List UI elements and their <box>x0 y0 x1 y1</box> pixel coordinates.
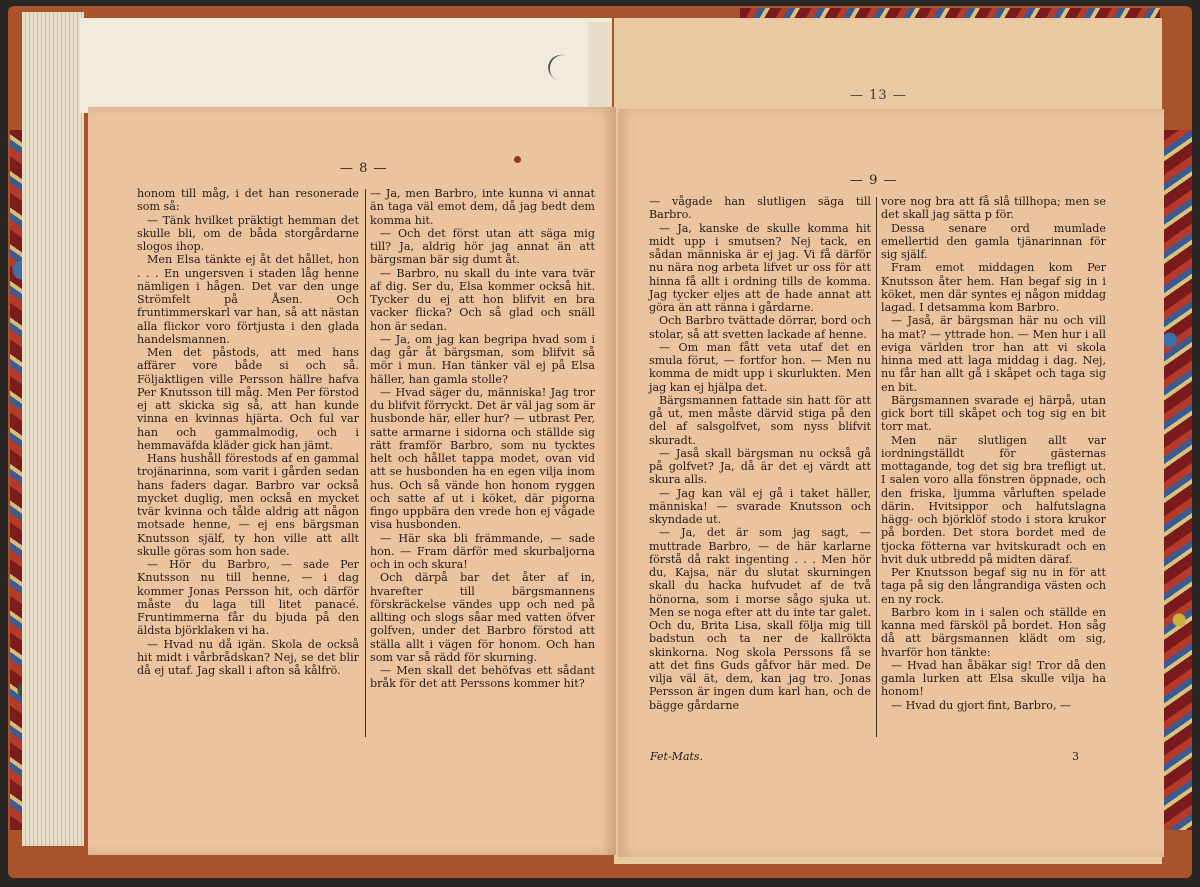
paragraph: — Ja, om jag kan begripa hvad som i dag går åt bärgsman, som blifvit så mör i mun. Han tänker väl ej på Elsa häller, han gamla stolle? <box>370 332 595 386</box>
text-column-2 <box>370 187 595 691</box>
paragraph: — Tänk hvilket präktigt hemman det skulle bli, om de båda storgårdarne slogos ihop. <box>137 213 359 253</box>
paragraph: Per Knutsson begaf sig nu in för att taga på sig den långrandiga västen och en ny rock. <box>881 566 1106 606</box>
text-column-2 <box>881 195 1106 712</box>
paragraph: Bärgsmannen fattade sin hatt för att gå ut, men måste därvid stiga på den del af salsgolfvet, som nyss blifvit skuradt. <box>649 393 871 447</box>
paragraph: Dessa senare ord mumlade emellertid den gamla tjänarinnan för sig själf. <box>881 221 1106 261</box>
paragraph: Men Elsa tänkte ej åt det hållet, hon . . . En ungersven i staden låg henne nämligen i hågen. Det var den unge Strömfelt på Åsen. Och fruntimmerskarl var han, så att nästan alla flickor voro förtjusta i den glada handelsmannen. <box>137 253 359 346</box>
underlying-page-number: — 13 — <box>850 88 907 103</box>
paragraph: Bärgsmannen svarade ej härpå, utan gick bort till skåpet och tog sig en bit torr mat. <box>881 393 1106 434</box>
paragraph: Men när slutligen allt var iordningställdt för gästernas mottagande, tog det sig bra trefligt ut. I salen voro alla fönstren öppnade, och den friska, ljumma vårluften spelade därin. Hvitsippor och halfutslagna hägg- och björklöf stodo i stora krukor på borden. Det stora bordet med de tjocka fötterna var hvitskuradt och en hvit duk utbredd på midten däraf. <box>881 433 1106 566</box>
page-number-left: — 8 — <box>340 161 388 176</box>
paragraph: — Jaså skall bärgsman nu också gå på golfvet? Ja, då är det ej värdt att skura alls. <box>649 446 871 487</box>
column-divider <box>876 197 877 737</box>
page-right <box>618 109 1164 857</box>
paragraph: Och därpå bar det åter af in, hvarefter till bärgsmannens förskräckelse vändes upp och ned på allting och slogs såar med vatten öfver golfven, under det Barbro förstod att ställa allt i vägen för honom. Och han som var så rädd för skurning. <box>370 571 595 664</box>
paragraph: — Barbro, nu skall du inte vara tvär af dig. Ser du, Elsa kommer också hit. Tycker du ej att hon blifvit en bra vacker flicka? Och så glad och snäll hon är sedan. <box>370 266 595 333</box>
paragraph: — Ja, kanske de skulle komma hit midt upp i smutsen? Nej tack, en sådan människa är ej jag. Vi få därför nu nära nog arbeta lifvet ur oss för att hinna få allt i ordning tills de komma. Jag tycker eljes att de hade annat att göra än att ränna i gårdarne. <box>649 221 871 314</box>
footer-title: Fet-Mats. <box>650 750 704 763</box>
column-divider <box>365 189 366 737</box>
paragraph: — Hvad säger du, människa! Jag tror du blifvit förryckt. Det är väl jag som är husbonde här, eller hur? — utbrast Per, satte armarne i sidorna och ställde sig rätt framför Barbro, som nu tycktes helt och hållet tappa modet, ovan vid att se husbonden ha en egen vilja inom hus. Och så vände hon honom ryggen och satte af ut i köket, där pigorna fingo uppbära den vrede hon ej vågade visa husbonden. <box>370 385 595 532</box>
underlying-page-left <box>80 18 612 113</box>
paragraph: — vågade han slutligen säga till Barbro. <box>649 195 871 222</box>
marbled-endpaper-right <box>1160 130 1192 830</box>
paragraph: Hans hushåll förestods af en gammal trojänarinna, som varit i gården sedan hans faders dagar. Barbro var också mycket duglig, men också en mycket tvär kvinna och tålde aldrig att någon motsade henne, — ej ens bärgsman Knutsson själf, ty hon ville att allt skulle göras som hon sade. <box>137 452 359 558</box>
paragraph: Fram emot middagen kom Per Knutsson åter hem. Han begaf sig in i köket, men där syntes ej någon middag lagad. I detsamma kom Barbro. <box>881 261 1106 314</box>
paragraph: — Om man fått veta utaf det en smula förut, — fortfor hon. — Men nu komma de midt upp i skurlukten. Men jag kan ej hjälpa det. <box>649 340 871 394</box>
page-number-right: — 9 — <box>850 173 898 188</box>
paragraph: — Hör du Barbro, — sade Per Knutsson nu till henne, — i dag kommer Jonas Persson hit, och därför måste du laga till litet panacé. Fruntimmerna får du bjuda på den äldsta björklaken vi ha. <box>137 558 359 638</box>
paragraph: — Ja, men Barbro, inte kunna vi annat än taga väl emot dem, då jag bedt dem komma hit. <box>370 187 595 227</box>
paragraph: — Men skall det behöfvas ett sådant bråk för det att Perssons kommer hit? <box>370 664 595 691</box>
paragraph: Barbro kom in i salen och ställde en kanna med färsköl på bordet. Hon såg då att bärgsmannen klädt om sig, hvarför hon tänkte: <box>881 605 1106 659</box>
paragraph: — Hvad nu då igän. Skola de också hit midt i vårbrådskan? Nej, se det blir då ej utaf. Jag skall i afton så kålfrö. <box>137 637 359 677</box>
paragraph: — Jag kan väl ej gå i taket häller, människa! — svarade Knutsson och skyndade ut. <box>649 486 871 526</box>
paragraph: Men det påstods, att med hans affärer vore både si och så. Följaktligen ville Persson hällre hafva Per Knutsson till måg. Men Per förstod ej att skicka sig så, att han kunde vinna en kvinnas hjärta. Och ful var han och gammalmodig, och i hemmaväfda kläder gick han jämt. <box>137 346 359 452</box>
page-left <box>88 107 616 855</box>
text-column-1 <box>137 187 359 677</box>
text-column-1 <box>649 195 871 712</box>
paragraph: honom till måg, i det han resonerade som så: <box>137 187 359 214</box>
underlying-page-edge <box>588 22 612 108</box>
signature-mark: 3 <box>1072 750 1079 763</box>
paragraph: — Hvad du gjort fint, Barbro, — <box>891 698 1072 712</box>
paragraph: — Hvad han åbäkar sig! Tror då den gamla lurken att Elsa skulle vilja ha honom! <box>881 658 1106 699</box>
paragraph: vore nog bra att få slå tillhopa; men se det skall jag sätta p för. <box>881 195 1106 222</box>
ink-spot <box>514 156 521 163</box>
paragraph: Och Barbro tvättade dörrar, bord och stolar, så att svetten lackade af henne. <box>649 314 871 341</box>
page-stack <box>22 12 84 846</box>
paragraph: — Ja, det är som jag sagt, — muttrade Barbro, — de här karlarne förstå då rakt ingenting . . . Men hör du, Kajsa, när du slutat skurningen skall du hacka hufvudet af de två hönorna, som i morse sågo sjuka ut. Men se noga efter att du inte tar galet. Och du, Brita Lisa, skall följa mig till badstun och ta ner de kallrökta skinkorna. Nog skola Perssons få se att det fins Guds gåfvor här med. De vilja väl ät, dem, kan jag tro. Jonas Persson är ingen dum karl han, och de bägge gårdarne <box>649 526 871 712</box>
paragraph: — Och det först utan att säga mig till? Ja, aldrig hör jag annat än att bärgsman bär sig dumt åt. <box>370 226 595 267</box>
paragraph: — Jaså, är bärgsman här nu och vill ha mat? — yttrade hon. — Men hur i all eviga världen tror han att vi skola hinna med att laga middag i dag. Nej, nu får han allt gå i skåpet och taga sig en bit. <box>881 314 1106 394</box>
paragraph: — Här ska bli främmande, — sade hon. — Fram därför med skurbaljorna och in och skura! <box>370 531 595 571</box>
